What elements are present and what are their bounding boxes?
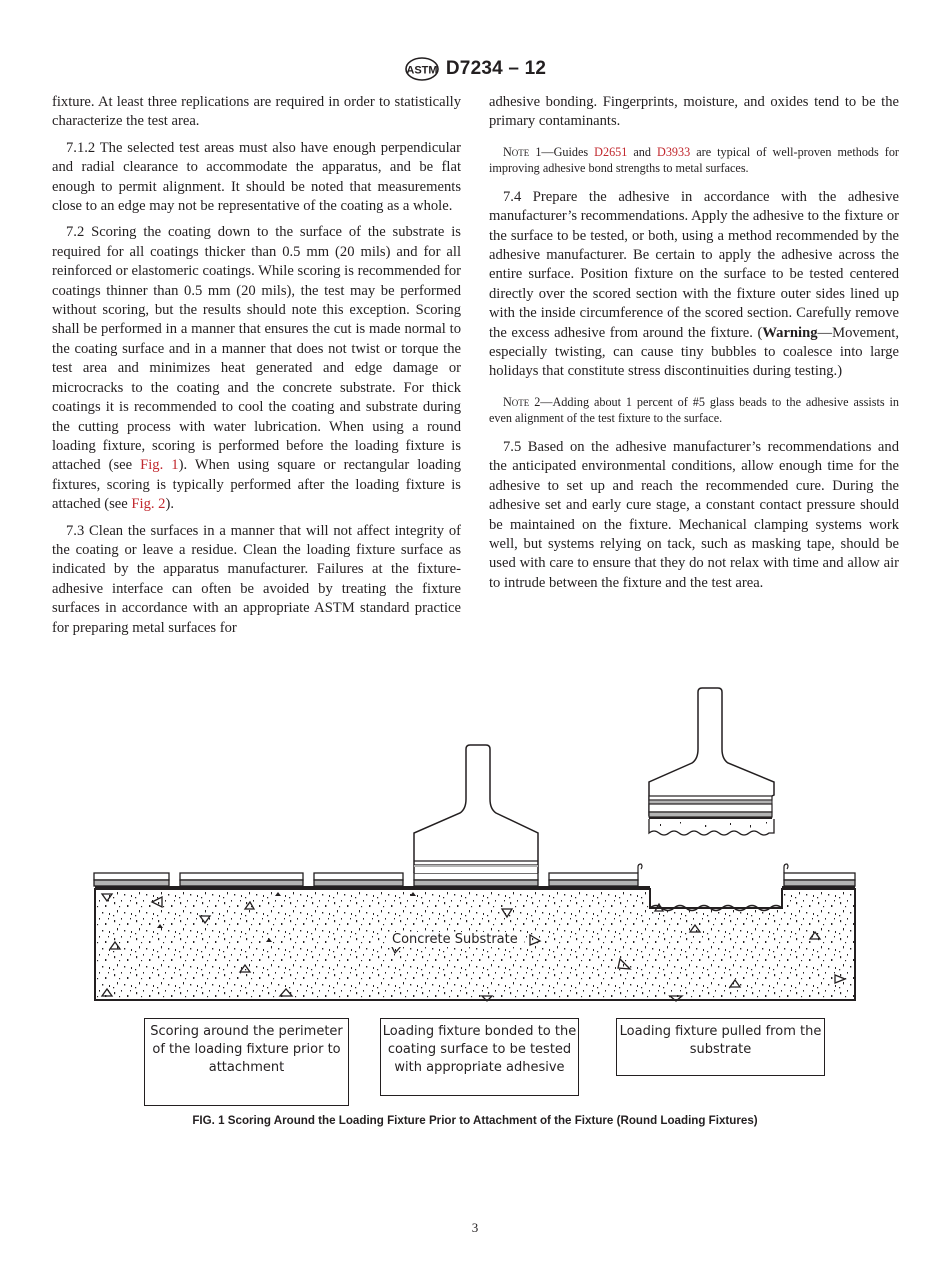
note-1-text-mid: and <box>627 144 658 159</box>
paragraph-continuation: fixture. At least three replications are required in order to statistically characterize the test area. <box>52 94 461 130</box>
section-7-3: 7.3 Clean the surfaces in a manner that will not affect integrity of the coating or leave a residue. Clean the loading fixture surface as indicated by the apparatus manufacturer. Failures at the fixture-adhesive interface can often be avoided by treating the fixture surfaces in accordance with an appropriate ASTM standard practice for preparing metal surfaces for <box>52 522 461 636</box>
fig-2-link[interactable]: Fig. 2 <box>131 496 166 513</box>
note-2-text: —Adding about 1 percent of #5 glass beads to the adhesive assists in even alignment of the test fixture to the surface. <box>489 394 899 425</box>
section-7-2-text: 7.2 Scoring the coating down to the surface of the substrate is required for all coatings thicker than 0.5 mm (20 mils) and for all reinforced or elastomeric coatings. While scoring is recommended for coatings thinner than 0.5 mm (20 mils), the test may be performed without scoring, but the results should note this exception. Scoring shall be performed in a manner that ensures the cut is made normal to the coating surface and in a manner that does not twist or torque the test area and minimizes heat generated and edge damage or microcracks to the coating and the concrete substrate. For thick coatings it is recommended to cool the coating and substrate during the cutting process with water lubrication. When using a round loading fixture, scoring is performed before the loading fixture is attached (see <box>52 224 461 474</box>
callout-bonded: Loading fixture bonded to the coating surface to be tested with appropriate adhesive <box>380 1018 579 1096</box>
figure-1 <box>90 683 860 1103</box>
section-7-5: 7.5 Based on the adhesive manufacturer’s recommendations and the anticipated environmental conditions, allow enough time for the adhesive to set up and reach the recommended cure. During the adhesive set and early cure stage, a constant contact pressure should be maintained on the fixture. Mechanical clamping systems work well, but systems relying on tack, such as masking tape, should be used with care to ensure that they do not relax with time and allow air to intrude between the fixture and the test area. <box>489 438 899 591</box>
note-1 <box>489 144 899 176</box>
section-7-1-2: 7.1.2 The selected test areas must also have enough perpendicular and radial clearance to accommodate the apparatus, and be flat enough to permit alignment. It should be noted that measurements close to an edge may not be representative of the coating as a whole. <box>52 139 461 215</box>
standard-designation: D7234 – 12 <box>445 58 547 79</box>
callout-scoring: Scoring around the perimeter of the loading fixture prior to attachment <box>144 1018 349 1106</box>
d3933-link[interactable]: D3933 <box>657 144 691 159</box>
section-7-2 <box>52 223 461 514</box>
right-column <box>489 93 899 600</box>
left-column <box>52 93 461 645</box>
figure-caption: FIG. 1 Scoring Around the Loading Fixture Prior to Attachment of the Fixture (Round Loading Fixtures) <box>192 1114 758 1127</box>
note-1-text: —Guides <box>541 144 595 159</box>
section-7-4-text-end: —Movement, especially twisting, can cause tiny bubbles to coalesce into large holidays that constitute stress discontinuities during testing.) <box>489 324 899 380</box>
callout-pulled: Loading fixture pulled from the substrate <box>616 1018 825 1076</box>
section-7-2-text-end: ). <box>165 496 174 513</box>
note-1-label: Note 1 <box>503 144 542 159</box>
note-2-label: Note 2 <box>503 394 541 409</box>
warning-label: Warning <box>762 324 818 341</box>
paragraph-continuation-right: adhesive bonding. Fingerprints, moisture, and oxides tend to be the primary contaminants. <box>489 94 899 130</box>
note-1-text-rest: are typical of well-proven methods for improving adhesive bond strengths to metal surfaces. <box>489 144 899 175</box>
svg-text:ASTM: ASTM <box>406 64 438 77</box>
page-header <box>0 56 950 82</box>
fig-1-link[interactable]: Fig. 1 <box>140 457 179 474</box>
d2651-link[interactable]: D2651 <box>594 144 628 159</box>
section-7-2-text-mid: ). When using square or rectangular loading fixtures, scoring is typically performed after the loading fixture is attached (see <box>52 457 462 513</box>
page-number: 3 <box>471 1220 479 1235</box>
bonded-fixture-icon <box>414 745 538 873</box>
section-7-4-text: 7.4 Prepare the adhesive in accordance with the adhesive manufacturer’s recommendations. Apply the adhesive to the fixture or the surface to be tested, or both, using a method recommended by the adhesive manufacturer. Be certain to apply the adhesive across the entire surface. Position fixture on the surface to be tested centered directly over the scored section with the fixture outer sides lined up with the inside circumference of the scored section. Carefully remove the excess adhesive from around the fixture. ( <box>489 188 899 341</box>
pulled-fixture-icon <box>649 688 774 835</box>
section-7-4 <box>489 188 899 382</box>
concrete-substrate-label: Concrete Substrate <box>386 932 524 947</box>
note-2 <box>489 394 899 426</box>
astm-logo-icon <box>404 56 440 82</box>
